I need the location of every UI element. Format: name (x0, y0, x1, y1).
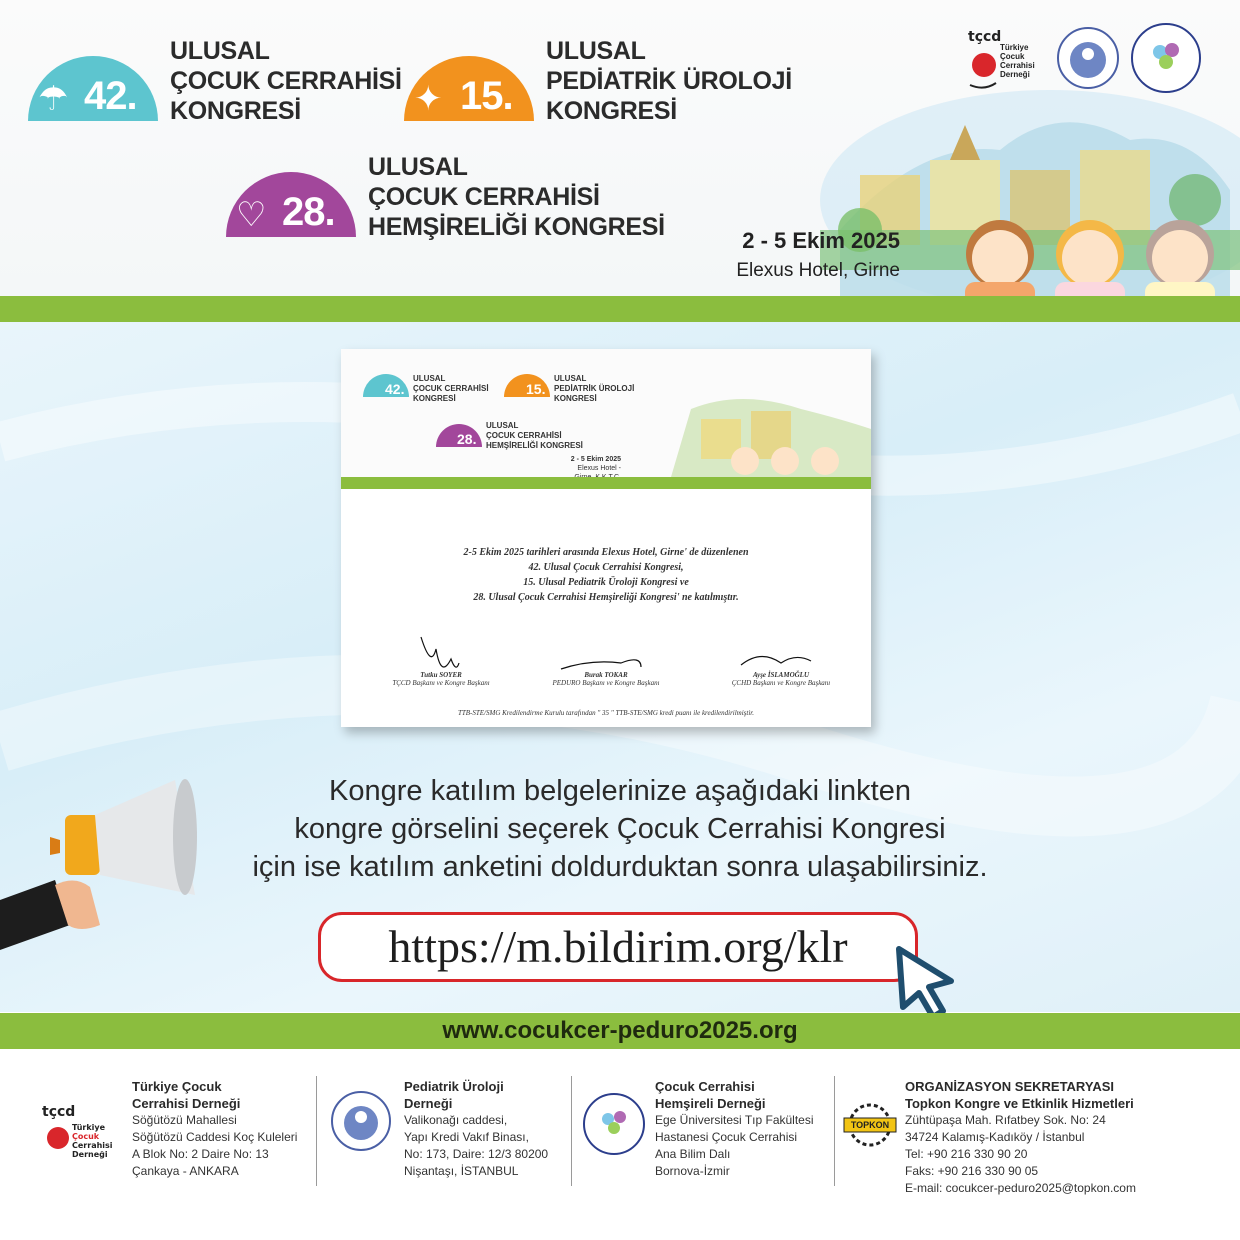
footer (0, 1050, 1240, 1240)
topkon-logo-icon: TOPKON (842, 1102, 898, 1148)
organizer-email[interactable]: E-mail: cocukcer-peduro2025@topkon.com (905, 1181, 1136, 1195)
footer-tccd-address: Türkiye Çocuk Cerrahisi Derneği Söğütözü Mahallesi Söğütözü Caddesi Koç Kuleleri A Blok No: 2 Daire No: 13 Çankaya - ANKARA (132, 1079, 298, 1178)
megaphone-icon (0, 775, 220, 950)
congress-28-number: 28. (282, 190, 335, 234)
svg-text:Cerrahisi: Cerrahisi (72, 1141, 113, 1150)
header-divider-bar (0, 296, 1240, 322)
svg-text:Türkiye: Türkiye (72, 1123, 106, 1132)
congress-15-emblem (404, 56, 534, 121)
congress-42-block (28, 36, 402, 126)
child-figure-icon: ✦ (414, 80, 443, 118)
peduro-logo-icon (1056, 26, 1120, 90)
instruction-message: Kongre katılım belgelerinize aşağıdaki linkten kongre görselini seçerek Çocuk Cerrahisi Kongresi için ise katılım anketini doldurduktan sonra ulaşabilirsiniz. (252, 775, 988, 883)
child-swing-icon: ☂ (38, 80, 69, 118)
footer-divider (316, 1076, 317, 1186)
congress-42-emblem (28, 56, 158, 121)
tccd-logo-icon: tçcd Türkiye Çocuk Cerrahisi Derneği (966, 23, 1046, 93)
cchd-logo-icon (1130, 22, 1202, 94)
cchd-footer-logo-icon (582, 1092, 646, 1156)
svg-text:tçcd: tçcd (42, 1104, 76, 1120)
congress-28-emblem (226, 172, 356, 237)
certificate-preview (341, 349, 871, 727)
website-url-bar[interactable]: www.cocukcer-peduro2025.org (0, 1013, 1240, 1049)
certificate-green-bar (341, 477, 871, 489)
congress-15-block (404, 36, 792, 126)
certificate-link[interactable]: https://m.bildirim.org/klr (318, 912, 918, 982)
congress-42-title: ULUSAL ÇOCUK CERRAHİSİ KONGRESİ (170, 37, 402, 125)
congress-15-number: 15. (460, 74, 513, 118)
footer-divider (834, 1076, 835, 1186)
certificate-header: 42. ULUSAL ÇOCUK CERRAHİSİ KONGRESİ 15. ULUSAL PEDİATRİK ÜROLOJİ KONGRESİ 28. ULUSAL ÇOCUK CERRAHİSİ HEMŞİRELİĞİ KONGRESİ 2 - 5 Ekim 2025 Elexus Hotel - (341, 349, 871, 477)
event-date: 2 - 5 Ekim 2025 (742, 228, 900, 253)
certificate-credit-note: TTB-STE/SMG Kredilendirme Kurulu tarafından " 35 " TTB-STE/SMG kredi puanı ile kredilendirilmiştir. (458, 709, 754, 717)
footer-peduro-address: Pediatrik Üroloji Derneği Valikonağı caddesi, Yapı Kredi Vakıf Binası, No: 173, Daire: 12/3 80200 Nişantaşı, İSTANBUL (404, 1079, 549, 1178)
svg-text:Derneği: Derneği (72, 1150, 108, 1159)
footer-divider (571, 1076, 572, 1186)
signature-1: Tutku SOYER TÇCD Başkanı ve Kongre Başkanı (392, 671, 490, 687)
signature-2: Burak TOKAR PEDURO Başkanı ve Kongre Başkanı (552, 671, 660, 687)
congress-42-number: 42. (84, 74, 137, 118)
event-venue: Elexus Hotel, Girne (736, 260, 900, 281)
balloon-child-icon: ♡ (236, 196, 267, 234)
congress-28-title: ULUSAL ÇOCUK CERRAHİSİ HEMŞİRELİĞİ KONGRESİ (368, 153, 665, 241)
svg-text:tçcd: tçcd (968, 29, 1002, 45)
cursor-pointer-icon (893, 945, 961, 1023)
association-logos (966, 22, 1202, 94)
congress-28-block (226, 152, 665, 242)
certificate-text: 2-5 Ekim 2025 tarihleri arasında Elexus Hotel, Girne' de düzenlenen 42. Ulusal Çocuk Cerrahisi Kongresi, 15. Ulusal Pediatrik Üroloji Kongresi ve 28. Ulusal Çocuk Cerrahisi Hemşireliği Kongresi' ne katılmıştır. (463, 547, 749, 603)
event-date-venue (700, 228, 900, 282)
footer-cchd-address: Çocuk Cerrahisi Hemşireli Derneği Ege Üniversitesi Tıp Fakültesi Hastanesi Çocuk Cerrahisi Ana Bilim Dalı Bornova-İzmir (655, 1079, 814, 1178)
congress-15-title: ULUSAL PEDİATRİK ÜROLOJİ KONGRESİ (546, 37, 792, 125)
footer-organization-secretariat: ORGANİZASYON SEKRETARYASI Topkon Kongre ve Etkinlik Hizmetleri Zühtüpaşa Mah. Rıfatbey Sok. No: 24 34724 Kalamış-Kadıköy / İstanbul Tel: +90 216 330 90 20 Faks: +90 216 330 90 05 E-mail: cocukcer-peduro2025@topkon.com (905, 1079, 1136, 1195)
tccd-footer-logo-icon (40, 1100, 120, 1170)
children-illustration-icon (955, 196, 1235, 296)
peduro-footer-logo-icon (330, 1090, 392, 1152)
signature-3: Ayşe İSLAMOĞLU ÇCHD Başkanı ve Kongre Başkanı (731, 671, 831, 687)
svg-text:Çocuk: Çocuk (72, 1132, 100, 1141)
header-banner (0, 0, 1240, 296)
